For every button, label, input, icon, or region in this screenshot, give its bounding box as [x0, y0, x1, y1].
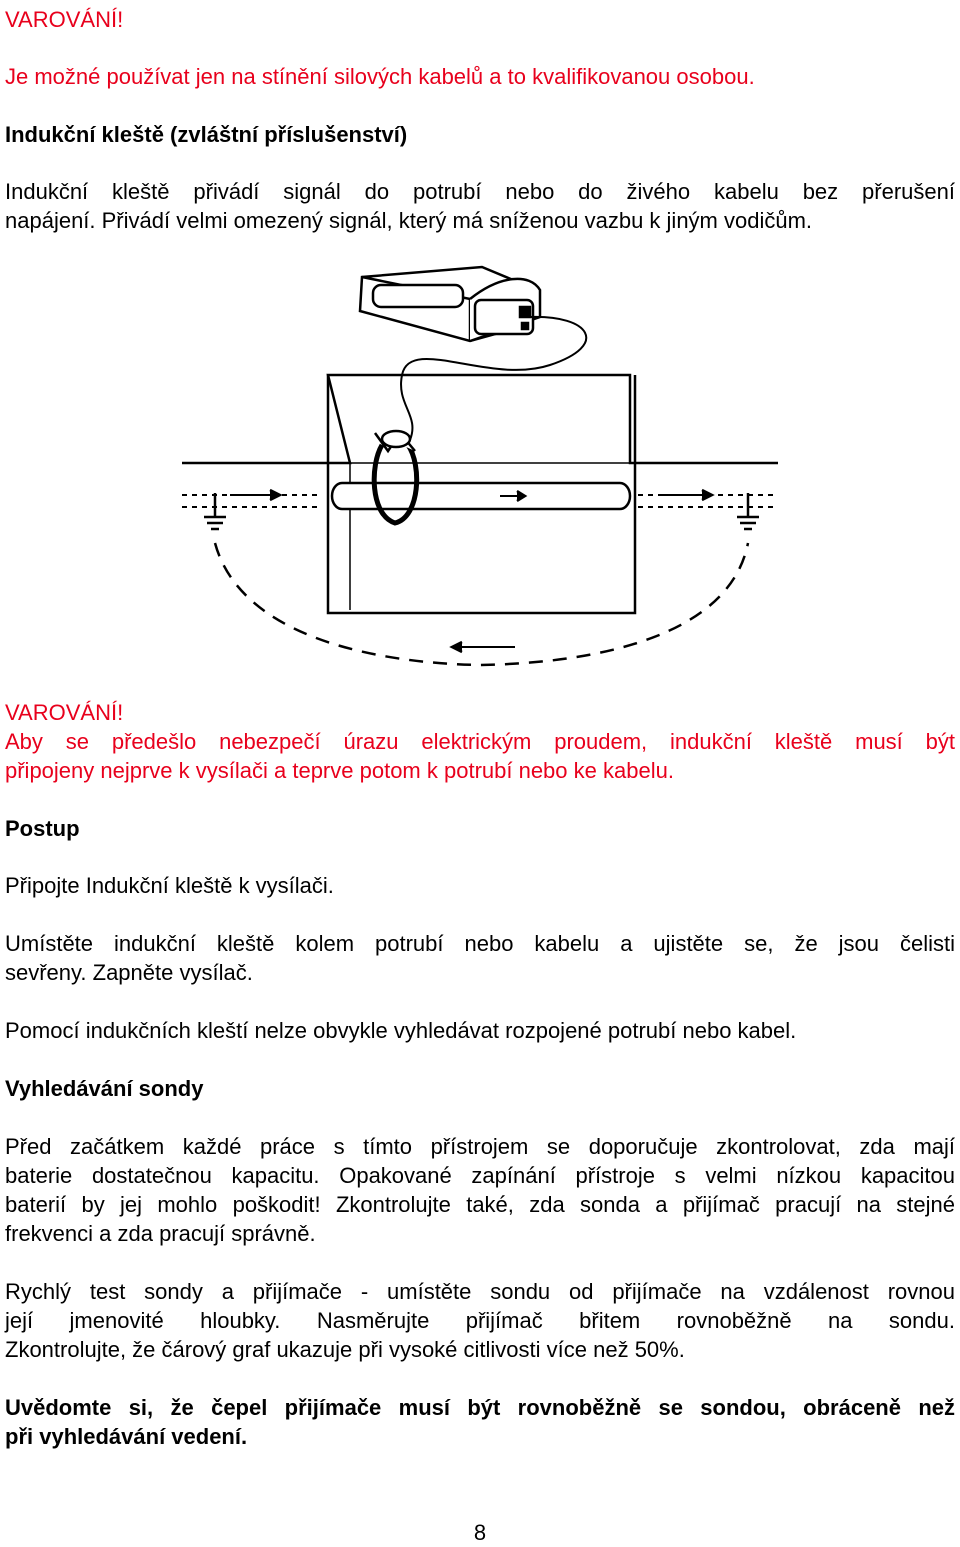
section-heading: Indukční kleště (zvláštní příslušenství)	[5, 122, 408, 147]
procedure-note: Pomocí indukčních kleští nelze obvykle vyhledávat rozpojené potrubí nebo kabel.	[5, 1018, 797, 1043]
procedure-step: Připojte Indukční kleště k vysílači.	[5, 873, 334, 898]
procedure-step	[5, 929, 955, 987]
paragraph-line: Rychlý test sondy a přijímače - umístěte sondu od přijímače na vzdálenost rovnou	[5, 1279, 955, 1304]
paragraph-line: připojeny nejprve k vysílači a teprve potom k potrubí nebo ke kabelu.	[5, 758, 674, 783]
paragraph-line: baterie dostatečnou kapacitu. Opakované zapínání přístroje s velmi nízkou kapacitou	[5, 1163, 955, 1188]
paragraph-line: při vyhledávání vedení.	[5, 1424, 248, 1449]
paragraph-line: Před začátkem každé práce s tímto přístrojem se doporučuje zkontrolovat, zda mají	[5, 1134, 955, 1159]
warning-title-2: VAROVÁNÍ!	[5, 700, 124, 725]
procedure-heading: Postup	[5, 816, 80, 841]
probe-heading: Vyhledávání sondy	[5, 1076, 204, 1101]
section-paragraph	[5, 177, 955, 235]
paragraph-line: baterií by jej mohlo poškodit! Zkontrolujte také, zda sonda a přijímač pracují na stejné	[5, 1192, 955, 1217]
paragraph-line: Indukční kleště přivádí signál do potrubí nebo do živého kabelu bez přerušení	[5, 179, 955, 204]
paragraph-line: Zkontrolujte, že čárový graf ukazuje při vysoké citlivosti více než 50%.	[5, 1337, 685, 1362]
paragraph-line: její jmenovité hloubky. Nasměrujte přijímač břitem rovnoběžně na sondu.	[5, 1308, 955, 1333]
transmitter-icon	[360, 267, 540, 341]
paragraph-line: sevřeny. Zapněte vysílač.	[5, 960, 253, 985]
clamp-illustration	[170, 255, 790, 675]
probe-paragraph	[5, 1132, 955, 1248]
warning-paragraph	[5, 727, 955, 785]
paragraph-line: napájení. Přivádí velmi omezený signál, který má sníženou vazbu k jiným vodičům.	[5, 208, 813, 233]
warning-title: VAROVÁNÍ!	[5, 7, 124, 32]
ground-icon	[737, 493, 759, 529]
page-number: 8	[473, 1520, 487, 1545]
paragraph-line: Uvědomte si, že čepel přijímače musí být rovnoběžně se sondou, obráceně než	[5, 1395, 955, 1420]
probe-note	[5, 1393, 955, 1451]
paragraph-line: Umístěte indukční kleště kolem potrubí nebo kabelu a ujistěte se, že jsou čelisti	[5, 931, 955, 956]
ground-icon	[204, 493, 226, 529]
warning-text: Je možné používat jen na stínění silových kabelů a to kvalifikovanou osobou.	[5, 64, 755, 89]
probe-test-paragraph	[5, 1277, 955, 1364]
paragraph-line: Aby se předešlo nebezpečí úrazu elektrickým proudem, indukční kleště musí být	[5, 729, 955, 754]
paragraph-line: frekvenci a zda pracují správně.	[5, 1221, 316, 1246]
